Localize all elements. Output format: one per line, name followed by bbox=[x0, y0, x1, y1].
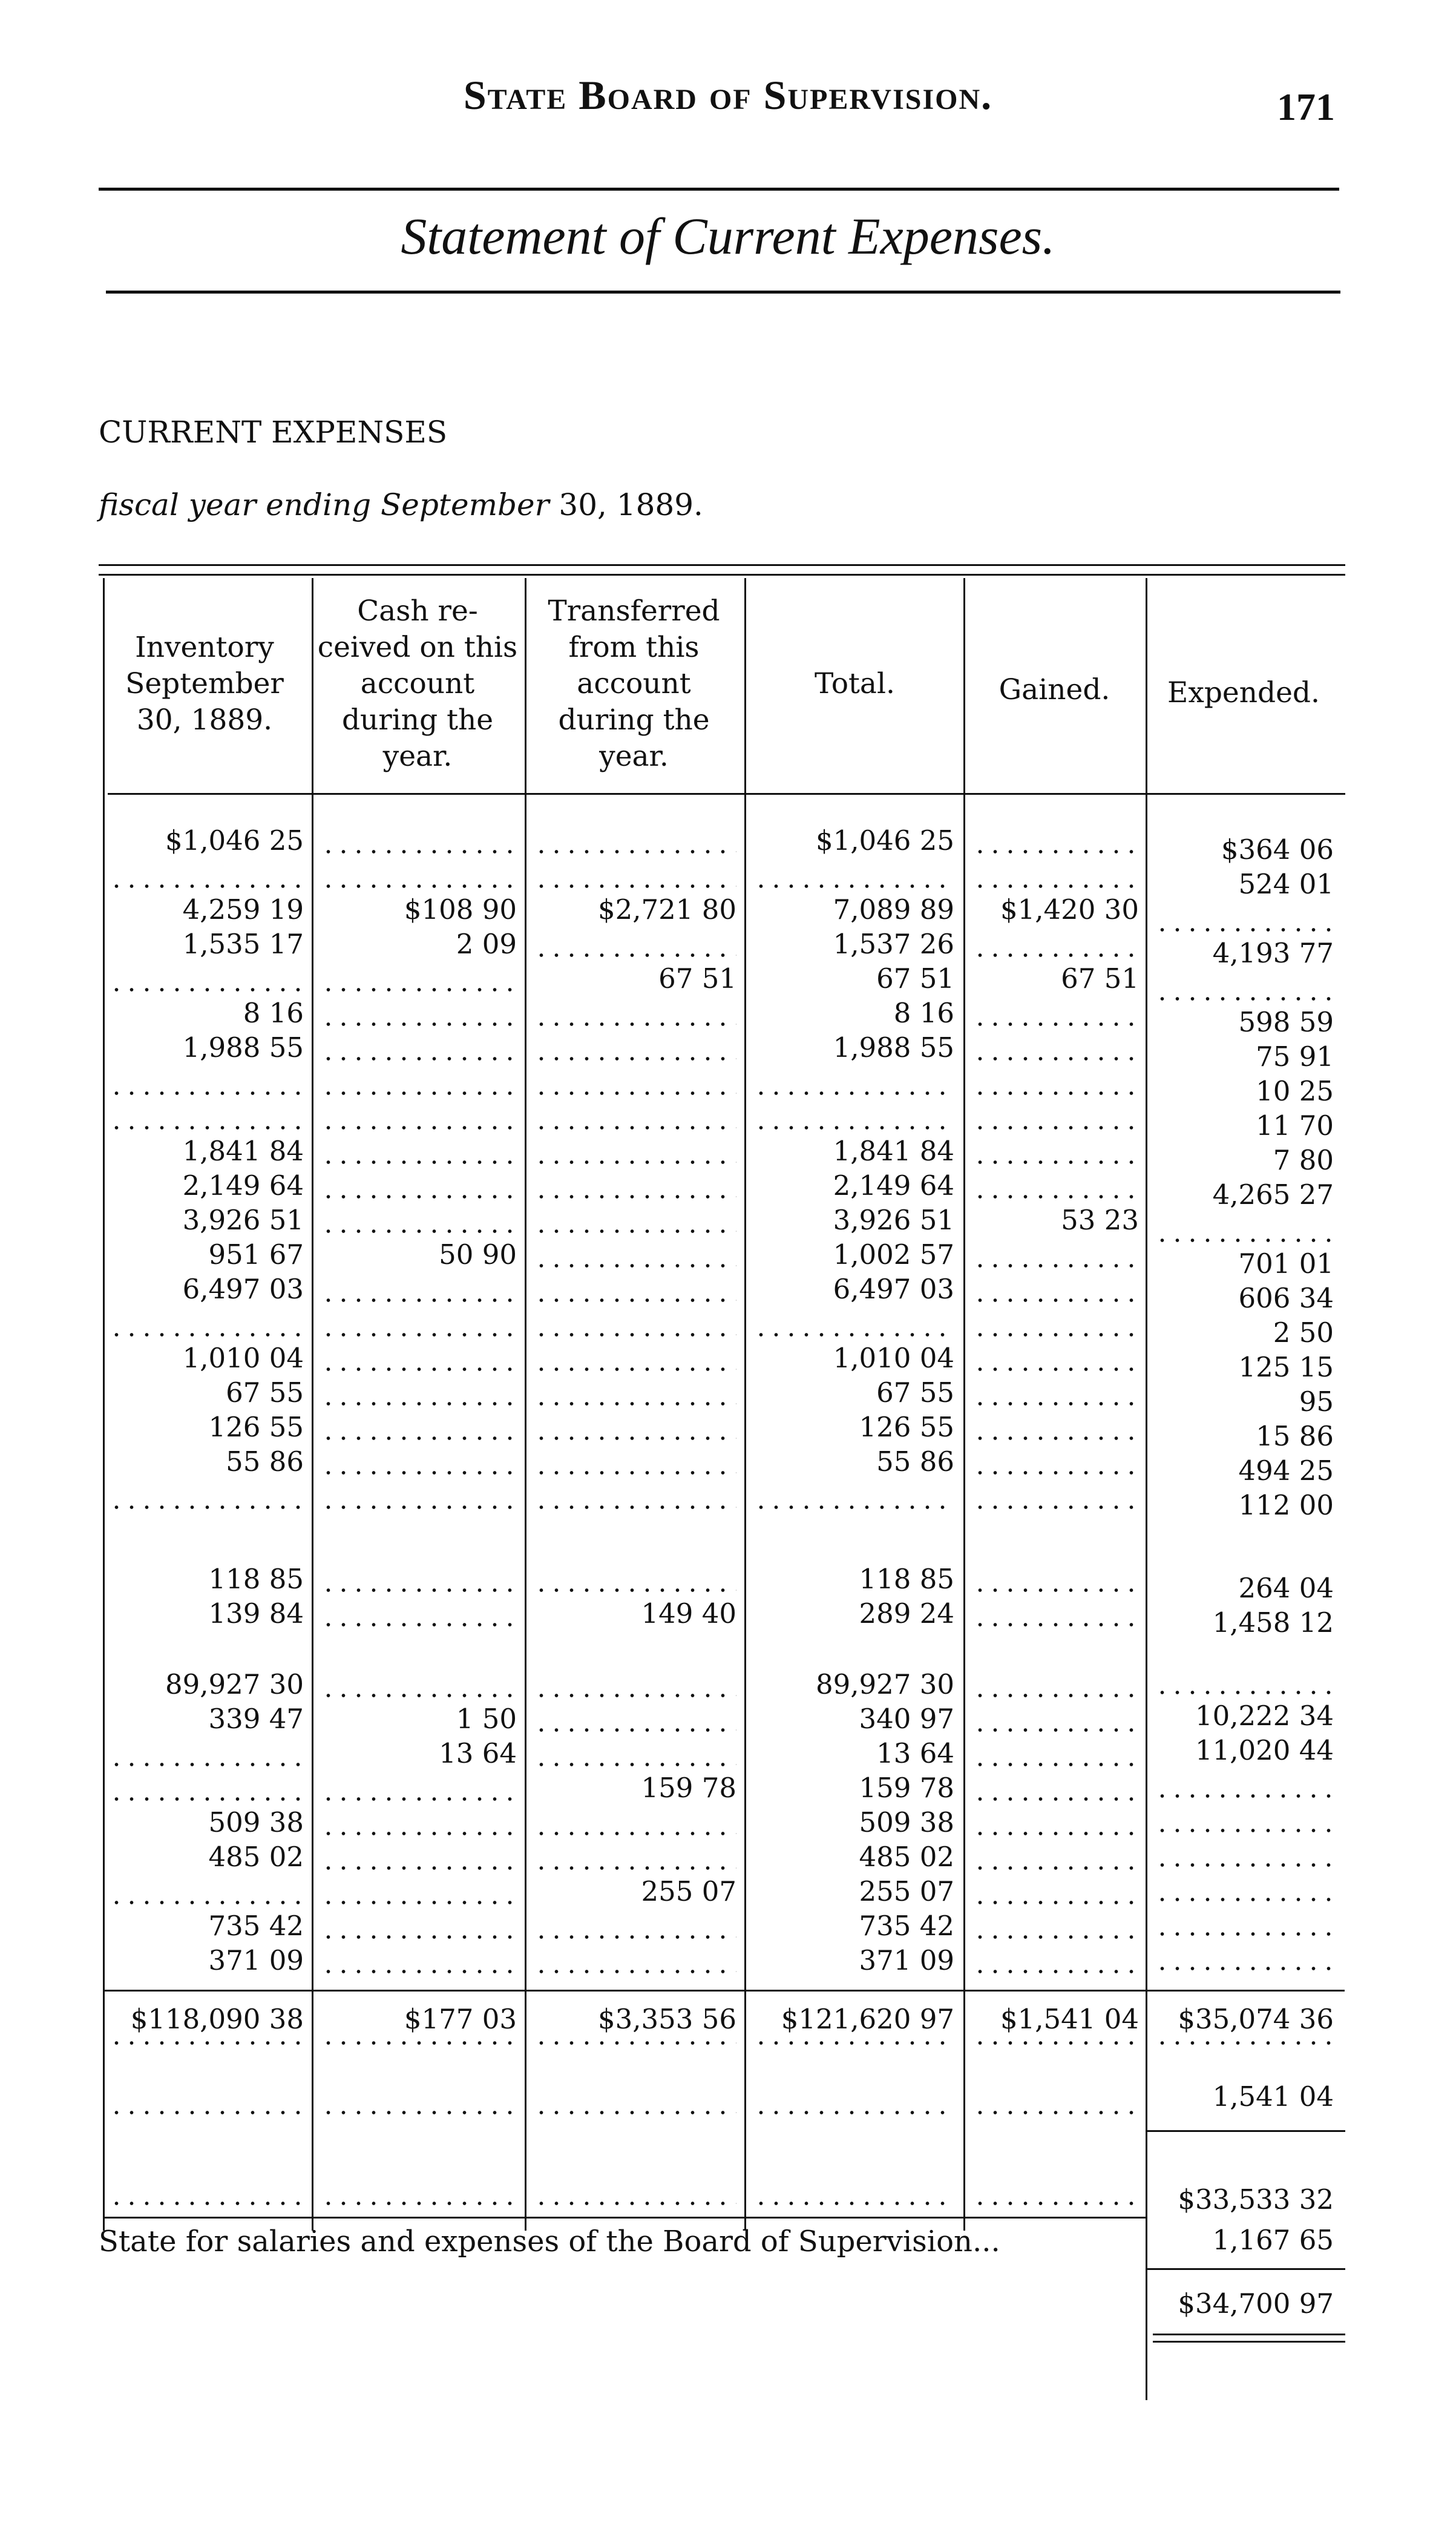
table-cell: 67 55 bbox=[226, 1377, 304, 1409]
expended-cell: 494 25 bbox=[1238, 1455, 1334, 1487]
table-cell: 13 64 bbox=[876, 1737, 954, 1769]
leader-dots bbox=[1155, 2041, 1334, 2045]
table-cell: 2,149 64 bbox=[833, 1169, 954, 1202]
leader-dots bbox=[534, 2041, 736, 2045]
leader-dots bbox=[972, 1935, 1139, 1939]
leader-dots bbox=[753, 2111, 954, 2114]
leader-dots bbox=[972, 1367, 1139, 1371]
leader-dots bbox=[109, 1797, 304, 1801]
leader-dots bbox=[109, 1763, 304, 1766]
table-cell: 6,497 03 bbox=[833, 1273, 954, 1305]
leader-dots bbox=[534, 884, 736, 888]
table-cell: 1,988 55 bbox=[833, 1031, 954, 1064]
left-bottom-rule bbox=[103, 2217, 1147, 2219]
leader-dots bbox=[321, 1229, 517, 1233]
table-cell: $1,046 25 bbox=[165, 824, 304, 857]
table-cell: 8 16 bbox=[243, 997, 304, 1029]
leader-dots bbox=[321, 1333, 517, 1337]
leader-dots bbox=[1155, 928, 1334, 932]
table-cell: 118 85 bbox=[208, 1563, 304, 1595]
state-line-text: State for salaries and expenses of the Board of Supervision... bbox=[99, 2225, 1000, 2258]
leader-dots bbox=[972, 1901, 1139, 1904]
table-top-rule-2 bbox=[99, 574, 1345, 576]
page-number: 171 bbox=[1277, 85, 1335, 128]
leader-dots bbox=[109, 1333, 304, 1337]
leader-dots bbox=[534, 1195, 736, 1199]
table-cell: 509 38 bbox=[859, 1806, 954, 1838]
leader-dots bbox=[972, 1505, 1139, 1509]
section-title: CURRENT EXPENSES bbox=[99, 415, 448, 450]
grand-total-rule bbox=[1146, 2268, 1345, 2270]
table-cell: 126 55 bbox=[859, 1411, 954, 1443]
leader-dots bbox=[972, 1694, 1139, 1697]
table-cell: 89,927 30 bbox=[815, 1668, 954, 1700]
table-cell: 485 02 bbox=[208, 1841, 304, 1873]
expended-cell: $364 06 bbox=[1221, 834, 1334, 866]
leader-dots bbox=[1155, 1238, 1334, 1242]
leader-dots bbox=[1155, 1794, 1334, 1798]
table-cell: 126 55 bbox=[208, 1411, 304, 1443]
leader-dots bbox=[321, 988, 517, 992]
leader-dots bbox=[321, 1126, 517, 1130]
leader-dots bbox=[321, 1436, 517, 1440]
running-title: State Board of Supervision. bbox=[463, 72, 993, 118]
leader-dots bbox=[972, 1471, 1139, 1475]
leader-dots bbox=[534, 1728, 736, 1732]
table-cell: 1,010 04 bbox=[182, 1342, 304, 1374]
expended-cell: 606 34 bbox=[1238, 1282, 1334, 1314]
leader-dots bbox=[972, 1402, 1139, 1406]
table-cell: 149 40 bbox=[641, 1597, 736, 1630]
leader-dots bbox=[753, 1505, 954, 1509]
leader-dots bbox=[321, 2111, 517, 2114]
leader-dots bbox=[972, 850, 1139, 854]
leader-dots bbox=[972, 1970, 1139, 1973]
column-rule bbox=[1146, 578, 1147, 2400]
column-rule bbox=[312, 578, 313, 2231]
leader-dots bbox=[753, 1126, 954, 1130]
total-cell: $118,090 38 bbox=[130, 2003, 304, 2035]
expended-cell: 598 59 bbox=[1238, 1006, 1334, 1038]
double-rule-1 bbox=[1153, 2334, 1345, 2335]
col-header-gained: Gained. bbox=[999, 673, 1110, 706]
fiscal-line bbox=[99, 487, 703, 522]
table-cell: $2,721 80 bbox=[597, 893, 736, 926]
expended-cell: 15 86 bbox=[1256, 1420, 1334, 1452]
leader-dots bbox=[534, 1588, 736, 1592]
page-subtitle: Statement of Current Expenses. bbox=[401, 207, 1055, 265]
leader-dots bbox=[534, 1436, 736, 1440]
leader-dots bbox=[1155, 1898, 1334, 1901]
leader-dots bbox=[972, 1298, 1139, 1302]
fiscal-suffix: 30, 1889. bbox=[559, 487, 703, 522]
leader-dots bbox=[534, 1333, 736, 1337]
leader-dots bbox=[534, 1091, 736, 1095]
leader-dots bbox=[534, 1057, 736, 1061]
leader-dots bbox=[321, 1160, 517, 1164]
leader-dots bbox=[321, 1832, 517, 1835]
leader-dots bbox=[109, 2041, 304, 2045]
table-cell: $1,046 25 bbox=[815, 824, 954, 857]
leader-dots bbox=[972, 1264, 1139, 1268]
leader-dots bbox=[753, 2041, 954, 2045]
leader-dots bbox=[534, 1298, 736, 1302]
table-cell: 1,841 84 bbox=[182, 1135, 304, 1167]
leader-dots bbox=[321, 1797, 517, 1801]
expended-cell: 10,222 34 bbox=[1195, 1700, 1334, 1732]
totals-rule bbox=[103, 1990, 1345, 1992]
leader-dots bbox=[109, 2202, 304, 2205]
leader-dots bbox=[321, 1866, 517, 1870]
table-cell: 371 09 bbox=[208, 1944, 304, 1976]
state-amount-cell: 1,167 65 bbox=[1212, 2224, 1334, 2256]
expended-cell: 75 91 bbox=[1256, 1041, 1334, 1073]
leader-dots bbox=[321, 1091, 517, 1095]
leader-dots bbox=[972, 1763, 1139, 1766]
table-cell: 67 55 bbox=[876, 1377, 954, 1409]
leader-dots bbox=[534, 1229, 736, 1233]
leader-dots bbox=[753, 884, 954, 888]
column-rule bbox=[963, 578, 965, 2231]
top-rule bbox=[99, 188, 1339, 191]
leader-dots bbox=[972, 1436, 1139, 1440]
leader-dots bbox=[534, 1402, 736, 1406]
leader-dots bbox=[534, 1160, 736, 1164]
table-cell: 7,089 89 bbox=[833, 893, 954, 926]
grand-total-cell: $34,700 97 bbox=[1178, 2288, 1334, 2320]
table-cell: 6,497 03 bbox=[182, 1273, 304, 1305]
leader-dots bbox=[753, 1333, 954, 1337]
leader-dots bbox=[972, 1623, 1139, 1627]
leader-dots bbox=[109, 1091, 304, 1095]
table-cell: 2 09 bbox=[456, 928, 517, 960]
leader-dots bbox=[1155, 997, 1334, 1001]
leader-dots bbox=[534, 1694, 736, 1697]
leader-dots bbox=[972, 2041, 1139, 2045]
leader-dots bbox=[534, 1126, 736, 1130]
leader-dots bbox=[972, 1091, 1139, 1095]
column-rule bbox=[525, 578, 526, 2231]
fiscal-prefix: fiscal year ending September bbox=[99, 487, 549, 522]
leader-dots bbox=[321, 1195, 517, 1199]
table-cell: 55 86 bbox=[226, 1446, 304, 1478]
leader-dots bbox=[972, 1160, 1139, 1164]
leader-dots bbox=[1155, 1829, 1334, 1832]
col-header-transferred: Transferred from this account during the year. bbox=[548, 594, 720, 773]
total-cell: $121,620 97 bbox=[781, 2003, 954, 2035]
expended-cell: 11 70 bbox=[1256, 1110, 1334, 1142]
total-cell: $177 03 bbox=[404, 2003, 517, 2035]
table-cell: 139 84 bbox=[208, 1597, 304, 1630]
table-cell: 89,927 30 bbox=[165, 1668, 304, 1700]
leader-dots bbox=[109, 884, 304, 888]
table-cell: 67 51 bbox=[658, 962, 736, 995]
leader-dots bbox=[534, 1832, 736, 1835]
leader-dots bbox=[534, 1970, 736, 1973]
table-cell: 255 07 bbox=[641, 1875, 736, 1907]
leader-dots bbox=[321, 1505, 517, 1509]
leader-dots bbox=[534, 953, 736, 957]
total-cell: $35,074 36 bbox=[1178, 2003, 1334, 2035]
leader-dots bbox=[109, 1126, 304, 1130]
expended-cell: 95 bbox=[1299, 1386, 1334, 1418]
double-rule-2 bbox=[1153, 2341, 1345, 2343]
leader-dots bbox=[534, 1505, 736, 1509]
table-cell: 3,926 51 bbox=[182, 1204, 304, 1236]
table-cell: 2,149 64 bbox=[182, 1169, 304, 1202]
table-top-rule bbox=[99, 564, 1345, 566]
leader-dots bbox=[972, 1728, 1139, 1732]
leader-dots bbox=[534, 2111, 736, 2114]
total-cell: $3,353 56 bbox=[597, 2003, 736, 2035]
leader-dots bbox=[972, 1126, 1139, 1130]
leader-dots bbox=[321, 884, 517, 888]
leader-dots bbox=[109, 2111, 304, 2114]
expended-cell: 4,193 77 bbox=[1212, 937, 1334, 969]
table-cell: 340 97 bbox=[859, 1703, 954, 1735]
col-header-cash: Cash re- ceived on this account during the year. bbox=[317, 594, 518, 773]
subtitle-rule bbox=[106, 291, 1340, 294]
leader-dots bbox=[321, 1623, 517, 1627]
leader-dots bbox=[321, 1298, 517, 1302]
table-cell: 735 42 bbox=[859, 1910, 954, 1942]
table-cell: 1,988 55 bbox=[182, 1031, 304, 1064]
leader-dots bbox=[753, 1091, 954, 1095]
expended-cell: 2 50 bbox=[1273, 1317, 1334, 1349]
table-cell: 1,010 04 bbox=[833, 1342, 954, 1374]
leader-dots bbox=[972, 2202, 1139, 2205]
col-header-total: Total. bbox=[815, 667, 895, 700]
table-cell: 50 90 bbox=[439, 1238, 517, 1271]
expended-rule bbox=[1146, 2130, 1345, 2132]
leader-dots bbox=[534, 1935, 736, 1939]
leader-dots bbox=[321, 2202, 517, 2205]
leader-dots bbox=[972, 1866, 1139, 1870]
net-expended-cell: $33,533 32 bbox=[1178, 2183, 1334, 2215]
table-cell: 1,002 57 bbox=[833, 1238, 954, 1271]
leader-dots bbox=[534, 2202, 736, 2205]
table-cell: 255 07 bbox=[859, 1875, 954, 1907]
leader-dots bbox=[972, 884, 1139, 888]
column-rule bbox=[744, 578, 746, 2231]
leader-dots bbox=[321, 1367, 517, 1371]
leader-dots bbox=[972, 1333, 1139, 1337]
table-cell: 159 78 bbox=[859, 1772, 954, 1804]
leader-dots bbox=[972, 1832, 1139, 1835]
leader-dots bbox=[321, 1901, 517, 1904]
col-header-inventory: Inventory September 30, 1889. bbox=[125, 631, 284, 737]
expended-cell: 112 00 bbox=[1238, 1489, 1334, 1521]
total-cell: $1,541 04 bbox=[1000, 2003, 1139, 2035]
table-cell: 951 67 bbox=[208, 1238, 304, 1271]
table-cell: 13 64 bbox=[439, 1737, 517, 1769]
table-cell: 509 38 bbox=[208, 1806, 304, 1838]
table-cell: 485 02 bbox=[859, 1841, 954, 1873]
leader-dots bbox=[321, 1402, 517, 1406]
leader-dots bbox=[972, 1022, 1139, 1026]
expended-cell: 7 80 bbox=[1273, 1144, 1334, 1176]
table-cell: $108 90 bbox=[404, 893, 517, 926]
table-cell: 339 47 bbox=[208, 1703, 304, 1735]
leader-dots bbox=[321, 1935, 517, 1939]
table-cell: 67 51 bbox=[876, 962, 954, 995]
expended-cell: 264 04 bbox=[1238, 1572, 1334, 1604]
table-cell: 8 16 bbox=[893, 997, 954, 1029]
expended-cell: 4,265 27 bbox=[1212, 1179, 1334, 1211]
leader-dots bbox=[534, 1471, 736, 1475]
table-cell: $1,420 30 bbox=[1000, 893, 1139, 926]
leader-dots bbox=[1155, 1863, 1334, 1867]
table-cell: 118 85 bbox=[859, 1563, 954, 1595]
leader-dots bbox=[109, 988, 304, 992]
leader-dots bbox=[534, 1022, 736, 1026]
header-bottom-rule bbox=[108, 793, 1345, 795]
leader-dots bbox=[534, 1264, 736, 1268]
leader-dots bbox=[753, 2202, 954, 2205]
leader-dots bbox=[321, 1057, 517, 1061]
table-cell: 735 42 bbox=[208, 1910, 304, 1942]
expended-cell: 11,020 44 bbox=[1195, 1734, 1334, 1766]
leader-dots bbox=[534, 1763, 736, 1766]
leader-dots bbox=[534, 1866, 736, 1870]
expended-cell: 10 25 bbox=[1256, 1075, 1334, 1107]
table-cell: 159 78 bbox=[641, 1772, 736, 1804]
table-cell: 53 23 bbox=[1061, 1204, 1139, 1236]
leader-dots bbox=[972, 1057, 1139, 1061]
leader-dots bbox=[1155, 1691, 1334, 1694]
expended-cell: 1,458 12 bbox=[1212, 1607, 1334, 1639]
leader-dots bbox=[972, 2111, 1139, 2114]
table-cell: 1,537 26 bbox=[833, 928, 954, 960]
leader-dots bbox=[321, 850, 517, 854]
leader-dots bbox=[321, 1022, 517, 1026]
leader-dots bbox=[321, 1694, 517, 1697]
table-cell: 55 86 bbox=[876, 1446, 954, 1478]
leader-dots bbox=[972, 1797, 1139, 1801]
leader-dots bbox=[1155, 1932, 1334, 1936]
leader-dots bbox=[321, 2041, 517, 2045]
table-cell: 1 50 bbox=[456, 1703, 517, 1735]
table-cell: 3,926 51 bbox=[833, 1204, 954, 1236]
leader-dots bbox=[972, 1195, 1139, 1199]
leader-dots bbox=[321, 1588, 517, 1592]
col-header-expended: Expended. bbox=[1167, 676, 1320, 709]
leader-dots bbox=[1155, 1967, 1334, 1970]
expended-cell: 524 01 bbox=[1238, 868, 1334, 900]
table-cell: 67 51 bbox=[1061, 962, 1139, 995]
leader-dots bbox=[321, 1471, 517, 1475]
leader-dots bbox=[534, 850, 736, 854]
table-cell: 4,259 19 bbox=[182, 893, 304, 926]
table-cell: 289 24 bbox=[859, 1597, 954, 1630]
table-cell: 1,535 17 bbox=[182, 928, 304, 960]
expended-cell: 701 01 bbox=[1238, 1248, 1334, 1280]
leader-dots bbox=[534, 1367, 736, 1371]
leader-dots bbox=[972, 1588, 1139, 1592]
less-gained-cell: 1,541 04 bbox=[1212, 2081, 1334, 2113]
table-cell: 1,841 84 bbox=[833, 1135, 954, 1167]
table-cell: 371 09 bbox=[859, 1944, 954, 1976]
leader-dots bbox=[109, 1901, 304, 1904]
leader-dots bbox=[321, 1970, 517, 1973]
expended-cell: 125 15 bbox=[1238, 1351, 1334, 1383]
leader-dots bbox=[109, 1505, 304, 1509]
leader-dots bbox=[972, 953, 1139, 957]
